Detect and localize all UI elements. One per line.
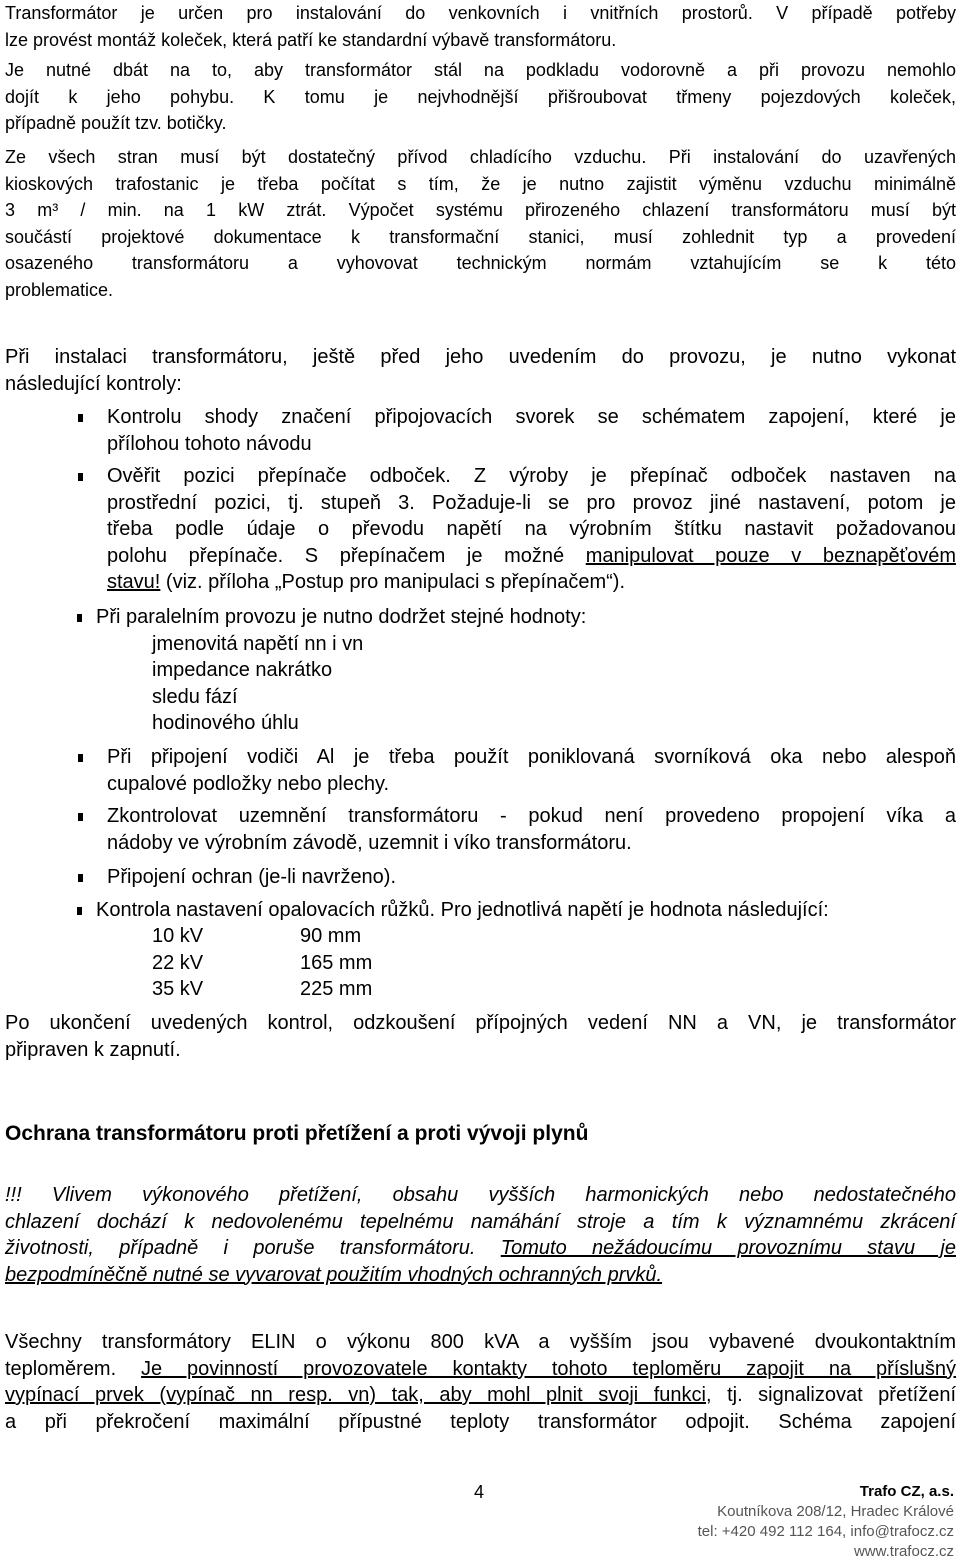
- text-line: [5, 1356, 956, 1383]
- underlined-text: bezpodmíněčně nutné se vyvarovat použitím vhodných ochranných prvků.: [5, 1263, 663, 1286]
- gap-row: [152, 976, 373, 1003]
- text-line: Je nutné dbát na to, aby transformátor stál na podkladu vodorovně a při provozu nemohlo: [5, 60, 956, 80]
- paragraph-installation: [5, 0, 956, 53]
- text-line: dojít k jeho pohybu. K tomu je nejvhodnější přišroubovat třmeny pojezdových koleček,: [5, 86, 956, 107]
- text-line: !!! Vlivem výkonového přetížení, obsahu vyšších harmonických nebo nedostatečného: [5, 1184, 956, 1206]
- text-line: Při připojení vodiči Al je třeba použít poniklovaná svorníková oka nebo alespoň: [107, 746, 956, 768]
- gap-distance: 90 mm: [300, 925, 362, 947]
- bullet-square-icon: [78, 754, 83, 762]
- bullet-square-icon: [77, 614, 82, 622]
- text-line: Připojení ochran (je-li navrženo).: [107, 866, 397, 888]
- text-line: problematice.: [5, 279, 114, 300]
- company-footer: [698, 1482, 954, 1562]
- underlined-text: Tomuto nežádoucímu provoznímu stavu je: [500, 1237, 956, 1259]
- text-line: [5, 1235, 956, 1262]
- text-line: Kontrola nastavení opalovacích růžků. Pro jednotlivá napětí je hodnota následující:: [96, 899, 829, 921]
- text-line: [5, 1262, 956, 1289]
- bullet-square-icon: [78, 813, 83, 821]
- text-line: Ze všech stran musí být dostatečný přívod chladícího vzduchu. Při instalování do uzavřených: [5, 147, 956, 167]
- paragraph-thermometer: [5, 1329, 956, 1435]
- text-line: cupalové podložky nebo plechy.: [107, 772, 390, 795]
- text-line: Ověřit pozici přepínače odboček. Z výroby je přepínač odboček nastaven na: [107, 465, 956, 487]
- company-web: www.trafocz.cz: [853, 1543, 954, 1560]
- text-segment: životnosti, případně i poruše transformátoru.: [5, 1237, 501, 1259]
- text-line: [5, 1382, 956, 1409]
- underlined-text: stavu!: [107, 571, 161, 593]
- parallel-item: impedance nakrátko: [152, 659, 333, 681]
- text-line: kioskových trafostanic je třeba počítat s tím, že je nutno zajistit výměnu vzduchu minimálně: [5, 173, 956, 194]
- page-number: 4: [474, 1482, 485, 1502]
- parallel-item: jmenovitá napětí nn i vn: [152, 633, 364, 655]
- text-line: Při instalaci transformátoru, ještě před jeho uvedením do provozu, je nutno vykonat: [5, 346, 956, 368]
- text-line: případně použít tzv. botičky.: [5, 113, 227, 133]
- company-address: Koutníkova 208/12, Hradec Králové: [717, 1503, 954, 1520]
- paragraph-stability: [5, 57, 956, 137]
- text-line: třeba podle údaje o převodu napětí na výrobním štítku nastavit požadovanou: [107, 518, 956, 540]
- text-line: následující kontroly:: [5, 372, 182, 395]
- underlined-text: vypínací prvek (vypínač nn resp. vn) tak, aby mohl plnit svoji funkci: [5, 1384, 706, 1406]
- text-line: Po ukončení uvedených kontrol, odzkoušení přípojných vedení NN a VN, je transformátor: [5, 1012, 956, 1034]
- bullet-square-icon: [78, 414, 83, 422]
- text-line: nádoby ve výrobním závodě, uzemnit i víko transformátoru.: [107, 831, 632, 854]
- text-line: chlazení dochází k nedovolenému tepelnému namáhání stroje a tím k významnému zkrácení: [5, 1210, 956, 1233]
- gap-voltage: 22 kV: [152, 952, 204, 974]
- bullet-square-icon: [78, 473, 83, 481]
- paragraph-overload-warning: [5, 1182, 956, 1288]
- underlined-text: manipulovat pouze v beznapěťovém: [585, 544, 956, 567]
- text-line: Všechny transformátory ELIN o výkonu 800 kVA a vyšším jsou vybavené dvoukontaktním: [5, 1331, 956, 1353]
- gap-distance: 225 mm: [300, 978, 373, 1000]
- text-line: součástí projektové dokumentace k transformační stanici, musí zohlednit typ a provedení: [5, 226, 956, 247]
- text-line: Zkontrolovat uzemnění transformátoru - pokud není provedeno propojení víka a: [107, 805, 956, 827]
- underlined-text: Je povinností provozovatele kontakty tohoto teploměru zapojit na příslušný: [141, 1357, 956, 1380]
- text-line: lze provést montáž koleček, která patří ke standardní výbavě transformátoru.: [5, 29, 617, 50]
- paragraph-checks-intro: [5, 344, 956, 397]
- text-line: připraven k zapnutí.: [5, 1038, 181, 1061]
- paragraph-cooling: [5, 144, 956, 303]
- company-contact: tel: +420 492 112 164, info@trafocz.cz: [697, 1523, 954, 1540]
- gap-voltage: 35 kV: [152, 978, 204, 1000]
- text-segment: (viz. příloha „Postup pro manipulaci s přepínačem“).: [160, 571, 625, 593]
- text-segment: , tj. signalizovat přetížení: [706, 1384, 957, 1406]
- text-line: Při paralelním provozu je nutno dodržet stejné hodnoty:: [96, 606, 587, 628]
- gap-row: [152, 923, 362, 950]
- bullet-square-icon: [77, 907, 82, 915]
- text-segment: teploměrem.: [5, 1357, 142, 1380]
- gap-voltage: 10 kV: [152, 925, 204, 947]
- text-line: Transformátor je určen pro instalování do venkovních i vnitřních prostorů. V případě potřeby: [5, 3, 956, 23]
- gap-row: [152, 950, 373, 977]
- gap-distance: 165 mm: [300, 952, 373, 974]
- bullet-square-icon: [78, 874, 83, 882]
- text-line: [107, 543, 956, 570]
- text-line: Kontrolu shody značení připojovacích svorek se schématem zapojení, které je: [107, 406, 956, 428]
- text-line: [107, 569, 956, 596]
- text-line: osazeného transformátoru a vyhovovat technickým normám vztahujícím se k této: [5, 253, 956, 273]
- text-line: 3 m³ / min. na 1 kW ztrát. Výpočet systému přirozeného chlazení transformátoru musí být: [5, 200, 956, 220]
- text-segment: polohu přepínače. S přepínačem je možné: [107, 544, 586, 567]
- paragraph-closing: [5, 1010, 956, 1063]
- company-name: Trafo CZ, a.s.: [859, 1483, 954, 1500]
- parallel-item: sledu fází: [152, 686, 238, 708]
- parallel-item: hodinového úhlu: [152, 712, 299, 734]
- text-line: prostřední pozici, tj. stupeň 3. Požaduje-li se pro provoz jiné nastavení, potom je: [107, 491, 956, 514]
- text-line: přílohou tohoto návodu: [107, 432, 312, 455]
- section-heading: Ochrana transformátoru proti přetížení a proti vývoji plynů: [5, 1122, 589, 1145]
- text-line: a při překročení maximální přípustné teploty transformátor odpojit. Schéma zapojení: [5, 1410, 956, 1433]
